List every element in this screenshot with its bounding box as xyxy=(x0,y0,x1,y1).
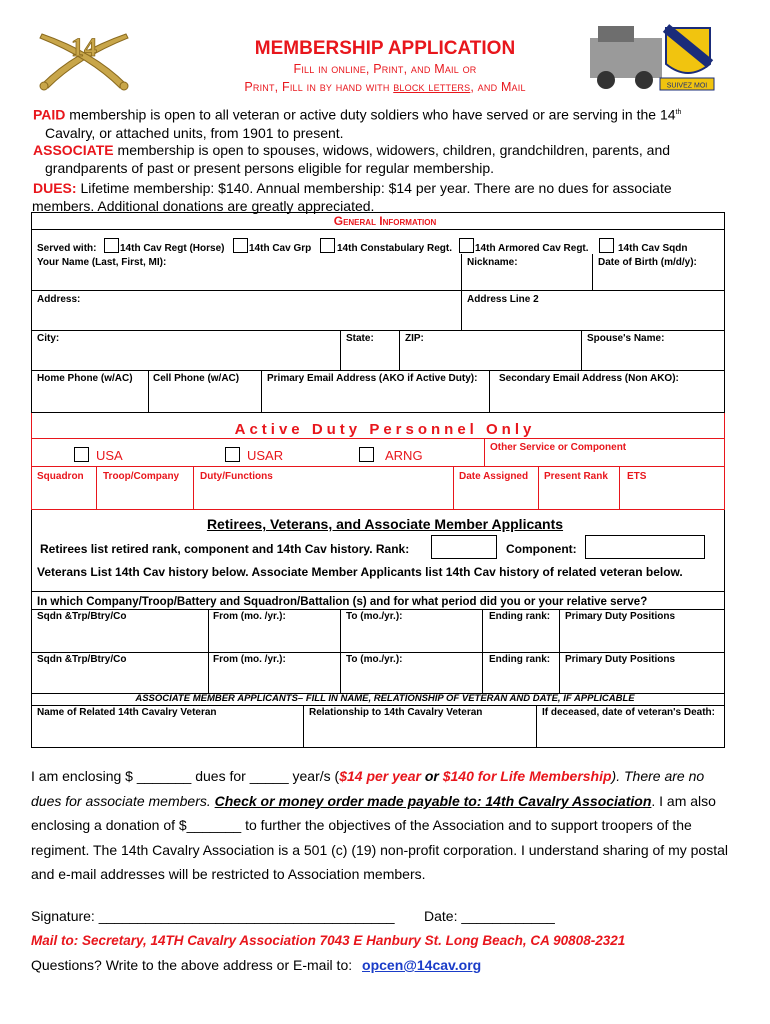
svg-text:14: 14 xyxy=(71,33,97,62)
city-label: City: xyxy=(37,333,60,344)
troop-company-label: Troop/Company xyxy=(103,471,180,482)
service-question: In which Company/Troop/Battery and Squadron/Battalion (s) and for what period did you or your relative serve? xyxy=(37,596,648,608)
unit-checkbox-constabulary[interactable] xyxy=(320,238,335,253)
present-rank-label: Present Rank xyxy=(544,471,608,482)
primary-email-label: Primary Email Address (AKO if Active Duty): xyxy=(267,373,478,384)
duty-functions-label: Duty/Functions xyxy=(200,471,273,482)
component-checkbox-usa[interactable] xyxy=(74,447,89,462)
subtitle-line1: Fill in online, Print, and Mail or xyxy=(293,62,477,76)
enclosing-line4: regiment. The 14th Cavalry Association is a 501 (c) (19) non-profit corporation. I understand sharing of my postal xyxy=(31,842,728,858)
component-checkbox-usar[interactable] xyxy=(225,447,240,462)
retirees-header: Retirees, Veterans, and Associate Member Applicants xyxy=(206,516,564,532)
death-date-label: If deceased, date of veteran's Death: xyxy=(542,707,715,718)
sqdn-label-2: Sqdn &Trp/Btry/Co xyxy=(37,654,127,665)
signature-line: Signature: ______________________________________ xyxy=(31,908,395,924)
component-checkbox-arng[interactable] xyxy=(359,447,374,462)
to-label-2: To (mo./yr.): xyxy=(346,654,403,665)
ending-rank-label-1: Ending rank: xyxy=(489,611,551,622)
motto-text: SUIVEZ MOI xyxy=(666,82,708,90)
unit-label-cav-regt-horse: 14th Cav Regt (Horse) xyxy=(120,243,225,254)
general-info-header: General Information xyxy=(333,214,437,228)
duty-positions-label-1: Primary Duty Positions xyxy=(565,611,676,622)
unit-checkbox-cav-sqdn[interactable] xyxy=(599,238,614,253)
associate-paragraph: ASSOCIATE membership is open to spouses, widows, widowers, children, grandchildren, parents, and grandparents of past or present persons eligible for regular membership. xyxy=(33,142,671,176)
mail-to-line: Mail to: Secretary, 14TH Cavalry Association 7043 E Hanbury St. Long Beach, CA 90808-2321 xyxy=(31,933,626,948)
dob-label: Date of Birth (m/d/y): xyxy=(598,257,697,268)
date-assigned-label: Date Assigned xyxy=(459,471,529,482)
date-line: Date: ____________ xyxy=(424,908,555,924)
cell-phone-label: Cell Phone (w/AC) xyxy=(153,373,240,384)
from-label-2: From (mo. /yr.): xyxy=(213,654,286,665)
component-label-usa: USA xyxy=(96,448,123,463)
sqdn-label-1: Sqdn &Trp/Btry/Co xyxy=(37,611,127,622)
paid-paragraph: PAID membership is open to all veteran or active duty soldiers who have served or are serving in the 14th Cavalry, or attached units, from 1901 to present. xyxy=(33,106,682,141)
rank-input[interactable] xyxy=(431,535,497,559)
dues-paragraph: DUES: Lifetime membership: $140. Annual membership: $14 per year. There are no dues for associate members. Additional donations are greatly appreciated. xyxy=(32,180,672,214)
name-label: Your Name (Last, First, MI): xyxy=(37,257,167,268)
enclosing-line3: enclosing a donation of $_______ to further the objectives of the Association and to support troopers of the xyxy=(31,817,692,833)
unit-checkbox-armored-cav[interactable] xyxy=(459,238,474,253)
component-label-arng: ARNG xyxy=(385,448,423,463)
from-label-1: From (mo. /yr.): xyxy=(213,611,286,622)
relationship-label: Relationship to 14th Cavalry Veteran xyxy=(309,707,483,718)
email-link[interactable]: opcen@14cav.org xyxy=(362,957,482,973)
enclosing-line5: and e-mail addresses will be restricted to Association members. xyxy=(31,866,426,882)
nickname-label: Nickname: xyxy=(467,257,518,268)
retirees-line1: Retirees list retired rank, component and 14th Cav history. Rank: xyxy=(40,542,410,556)
address2-label: Address Line 2 xyxy=(467,294,539,305)
unit-label-armored-cav: 14th Armored Cav Regt. xyxy=(475,243,589,254)
spouse-label: Spouse's Name: xyxy=(587,333,665,344)
to-label-1: To (mo./yr.): xyxy=(346,611,403,622)
questions-line: Questions? Write to the above address or E-mail to: opcen@14cav.org xyxy=(31,957,482,973)
associate-applicants-header: ASSOCIATE MEMBER APPLICANTS– FILL IN NAME, RELATIONSHIP OF VETERAN AND DATE, IF APPLICABLE xyxy=(135,693,635,704)
component-input[interactable] xyxy=(585,535,705,559)
veterans-line: Veterans List 14th Cav history below. Associate Member Applicants list 14th Cav history of related veteran below. xyxy=(37,565,683,579)
unit-label-cav-grp: 14th Cav Grp xyxy=(249,243,312,254)
unit-checkbox-cav-grp[interactable] xyxy=(233,238,248,253)
component-label: Component: xyxy=(506,542,577,556)
unit-label-constabulary: 14th Constabulary Regt. xyxy=(337,243,453,254)
component-label-usar: USAR xyxy=(247,448,284,463)
address-label: Address: xyxy=(37,294,81,305)
ending-rank-label-2: Ending rank: xyxy=(489,654,551,665)
related-veteran-name-label: Name of Related 14th Cavalry Veteran xyxy=(37,707,217,718)
page-title: MEMBERSHIP APPLICATION xyxy=(254,38,516,59)
home-phone-label: Home Phone (w/AC) xyxy=(37,373,133,384)
zip-label: ZIP: xyxy=(405,333,424,344)
squadron-label: Squadron xyxy=(37,471,84,482)
unit-checkbox-cav-regt-horse[interactable] xyxy=(104,238,119,253)
ets-label: ETS xyxy=(627,471,647,482)
state-label: State: xyxy=(346,333,374,344)
other-service-label: Other Service or Component xyxy=(490,442,627,453)
enclosing-line2: dues for associate members. Check or money order made payable to: 14th Cavalry Association. I am also xyxy=(31,793,716,809)
enclosing-line1: I am enclosing $ _______ dues for _____ year/s ($14 per year or $140 for Life Membership). There are no xyxy=(31,768,705,784)
secondary-email-label: Secondary Email Address (Non AKO): xyxy=(499,373,679,384)
unit-label-cav-sqdn: 14th Cav Sqdn xyxy=(618,243,688,254)
duty-positions-label-2: Primary Duty Positions xyxy=(565,654,676,665)
active-duty-header: Active Duty Personnel Only xyxy=(234,421,536,438)
